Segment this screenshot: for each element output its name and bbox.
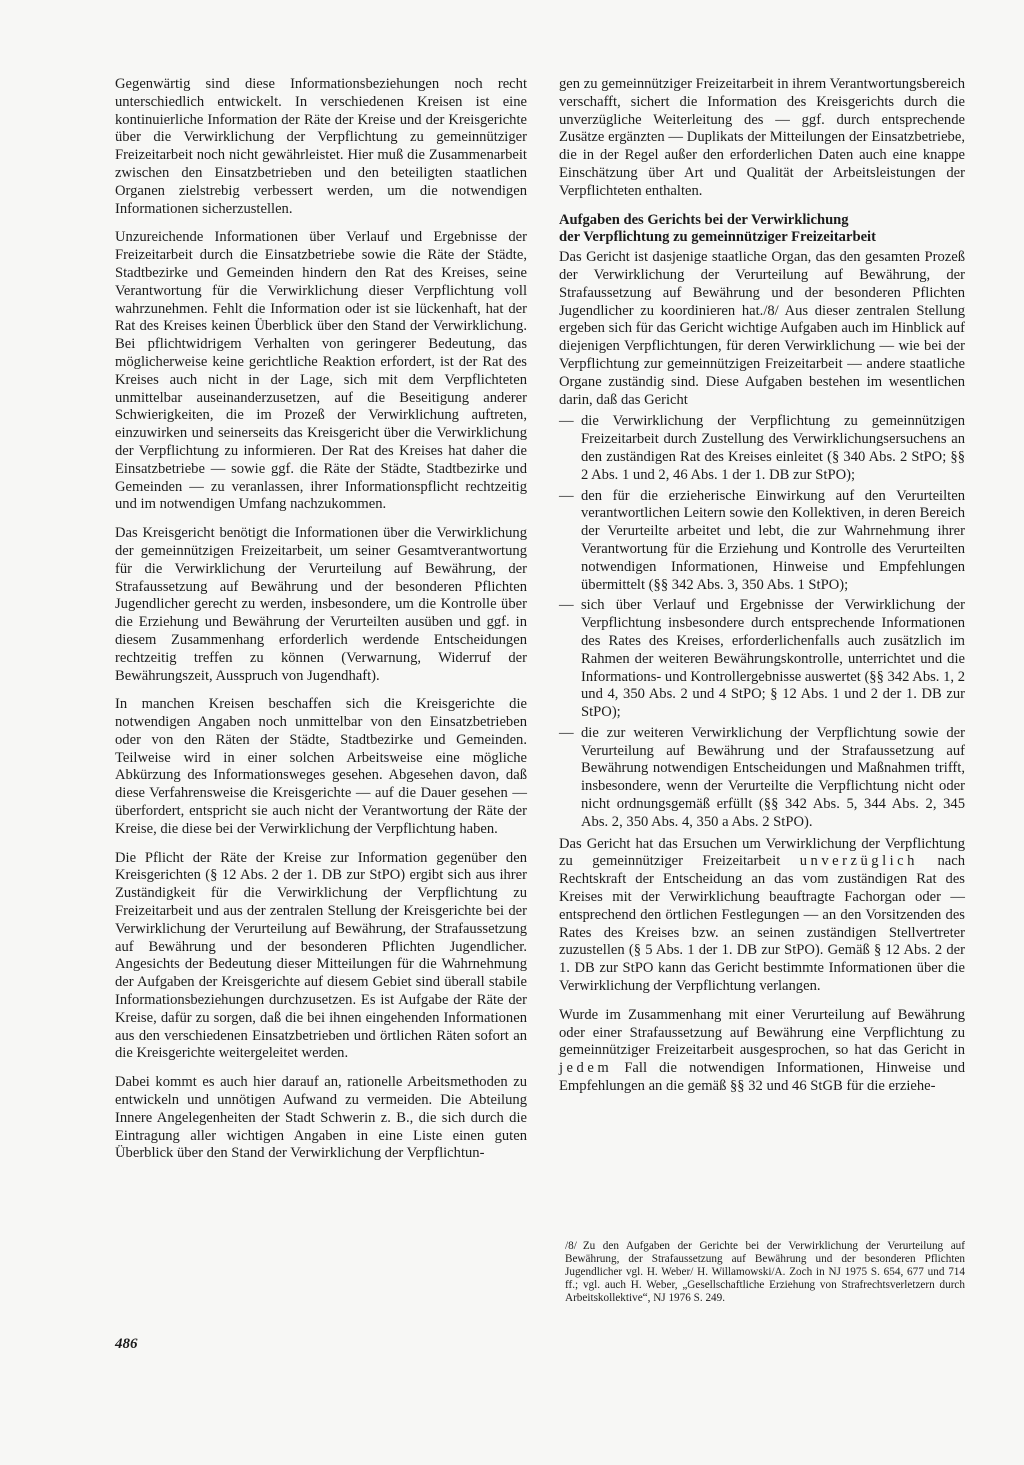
list-item-text: die Verwirklichung der Verpflichtung zu gemeinnützigen Freizeitarbeit durch Zustellung des Verwirklichungsersuchens an den zuständigen Rat des Kreises einleitet (§ 340 Abs. 2 StPO; §§ 2 Abs. 1 und 2, 46 Abs. 1 der 1. DB zur StPO); (581, 413, 965, 483)
page-number: 486 (115, 1336, 138, 1352)
dash-marker: — (559, 413, 574, 430)
body-paragraph: Das Kreisgericht benötigt die Informationen über die Verwirklichung der gemeinnützigen Freizeitarbeit, um seiner Gesamtverantwortung für die Verwirklichung der Verurteilung auf Bewährung, der Strafaussetzung auf Bewährung und der besonderen Pflichten Jugendlicher gerecht zu werden, insbesondere, um die Kontrolle über die Erziehung und Bewährung der Verurteilten ausüben und ggf. in diesem Zusammenhang erforderlich werdende Entscheidungen rechtzeitig treffen zu können (Verwarnung, Widerruf der Bewährungszeit, Ausspruch von Jugendhaft). (115, 525, 527, 684)
footnote-text: Zu den Aufgaben der Gerichte bei der Verwirklichung der Verurteilung auf Bewährung, der Strafaussetzung auf Bewährung und der besonderen Pflichten Jugendlicher vgl. H. Weber/ H. Willamowski/A. Zoch in NJ 1975 S. 654, 677 und 714 ff.; vgl. auch H. Weber, „Gesellschaftliche Erziehung von Strafrechtsverletzern durch Arbeitskollektive“, NJ 1976 S. 249. (565, 1240, 965, 1304)
list-item (559, 413, 965, 484)
continued-paragraph: gen zu gemeinnütziger Freizeitarbeit in ihrem Verantwortungsbereich verschafft, sichert die Information des Kreisgerichts durch die unverzügliche Weiterleitung des — ggf. durch entsprechende Zusätze ergänzten — Duplikats der Mitteilungen der Einsatzbetriebe, die in der Regel außer den erforderlichen Daten auch eine knappe Einschätzung über Art und Qualität der Arbeitsleistungen der Verpflichteten enthalten. (559, 76, 965, 199)
section-heading-line-2: der Verpflichtung zu gemeinnütziger Freizeitarbeit (559, 229, 876, 246)
dash-marker: — (559, 597, 574, 614)
text-run: Das Gericht hat das Ersuchen um Verwirklichung der Verpflichtung zu gemeinnütziger Freizeitarbeit (559, 835, 965, 870)
list-item-text: die zur weiteren Verwirklichung der Verpflichtung sowie der Verurteilung auf Bewährung und der Strafaussetzung auf Bewährung notwendigen Entscheidungen und Maßnahmen trifft, insbesondere, wenn der Verurteilte die Verpflichtung nicht oder nicht ordnungsgemäß erfüllt (§§ 342 Abs. 5, 344 Abs. 2, 345 Abs. 2, 350 Abs. 4, 350 a Abs. 2 StPO). (581, 724, 965, 830)
footnote (565, 1240, 965, 1305)
left-column (115, 76, 527, 1174)
text-run: nach Rechtskraft der Entscheidung an das vom zuständigen Rat des Kreises mit der Verwirklichung beauftragte Fachorgan oder — entsprechend den örtlichen Festlegungen — an den Vorsitzenden des Rates des Kreises bzw. an seinen zuständigen Stellvertreter zuzustellen (§ 5 Abs. 1 der 1. DB zur StPO). Gemäß § 12 Abs. 2 der 1. DB zur StPO kann das Gericht bestimmte Informationen über die Verwirklichung der Verpflichtung verlangen. (559, 853, 965, 995)
section-heading-line-1: Aufgaben des Gerichts bei der Verwirklichung (559, 211, 849, 228)
body-paragraph: Gegenwärtig sind diese Informationsbeziehungen noch recht unterschiedlich entwickelt. In verschiedenen Kreisen ist eine kontinuierliche Information der Räte der Kreise und der Kreisgerichte über die Verwirklichung der Verpflichtung zu gemeinnütziger Freizeitarbeit noch nicht gewährleistet. Hier muß die Zusammenarbeit zwischen den Einsatzbetrieben und den beteiligten staatlichen Organen zielstrebig verbessert werden, um die notwendigen Informationen sicherzustellen. (115, 76, 527, 217)
intro-paragraph: Das Gericht ist dasjenige staatliche Organ, das den gesamten Prozeß der Verwirklichung der Verurteilung auf Bewährung, der Strafaussetzung auf Bewährung und der besonderen Pflichten Jugendlicher zu koordinieren hat./8/ Aus dieser zentralen Stellung ergeben sich für das Gericht wichtige Aufgaben auch im Hinblick auf diejenigen Verpflichtungen, für deren Verwirklichung — wie bei der Verpflichtung zur gemeinnützigen Freizeitarbeit — andere staatliche Organe zuständig sind. Diese Aufgaben bestehen im wesentlichen darin, daß das Gericht (559, 249, 965, 408)
right-column (559, 76, 965, 1107)
body-paragraph: Dabei kommt es auch hier darauf an, rationelle Arbeitsmethoden zu entwickeln und unnötigen Aufwand zu vermeiden. Die Abteilung Innere Angelegenheiten der Stadt Schwerin z. B., die sich durch die Eintragung aller wichtigen Angaben in eine Liste einen guten Überblick über den Stand der Verwirklichung der Verpflichtun- (115, 1074, 527, 1162)
dash-marker: — (559, 724, 574, 741)
emphasized-word: unverzüglich (799, 853, 918, 870)
list-item (559, 488, 965, 595)
text-run: Fall die notwendigen Informationen, Hinweise und Empfehlungen an die gemäß §§ 32 und 46 StGB für die erziehe- (559, 1060, 965, 1095)
footnote-label: /8/ (565, 1240, 577, 1252)
body-paragraph: Unzureichende Informationen über Verlauf und Ergebnisse der Freizeitarbeit durch die Einsatzbetriebe sowie die Räte der Städte, Stadtbezirke und Gemeinden hindern den Rat des Kreises, seine Verantwortung für die Verwirklichung dieser Verpflichtung voll wahrzunehmen. Fehlt die Information oder ist sie lückenhaft, hat der Rat des Kreises keinen Überblick über den Stand der Verwirklichung. Bei pflichtwidrigem Verhalten von geringerer Bedeutung, das möglicherweise keine gerichtliche Reaktion erfordert, ist der Rat des Kreises auch nicht in der Lage, sich mit dem Verpflichteten unmittelbar auseinanderzusetzen, auf die Beseitigung anderer Schwierigkeiten, die im Prozeß der Verwirklichung auftreten, einzuwirken und seinerseits das Kreisgericht über die Verwirklichung der Verpflichtung zu informieren. Der Rat des Kreises hat daher die Einsatzbetriebe — sowie ggf. die Räte der Städte, Stadtbezirke und Gemeinden — zu veranlassen, ihrer Informationspflicht rechtzeitig und im notwendigen Umfang nachzukommen. (115, 229, 527, 513)
body-paragraph: In manchen Kreisen beschaffen sich die Kreisgerichte die notwendigen Angaben noch unmittelbar von den Einsatzbetrieben oder von den Räten der Städte, Stadtbezirke und Gemeinden. Teilweise wird in einer solchen Arbeitsweise eine mögliche Abkürzung des Informationsweges gesehen. Abgesehen davon, daß diese Verfahrensweise die Kreisgerichte — auf die Dauer gesehen — überfordert, entspricht sie auch nicht der Verantwortung der Räte der Kreise, die diese bei der Verwirklichung der Verpflichtung haben. (115, 696, 527, 837)
task-list (559, 413, 965, 831)
list-item-text: den für die erzieherische Einwirkung auf den Verurteilten verantwortlichen Leitern sowie den Kollektiven, in deren Bereich der Verurteilte arbeitet und lebt, die zur Wahrnehmung ihrer Verantwortung für die Erziehung und Kontrolle des Verurteilten notwendigen Informationen, Hinweise und Empfehlungen übermittelt (§§ 342 Abs. 3, 350 Abs. 1 StPO); (581, 487, 965, 593)
emphasized-word: jedem (559, 1060, 613, 1077)
body-paragraph (559, 1007, 965, 1096)
dash-marker: — (559, 487, 574, 504)
list-item (559, 597, 965, 722)
text-run: Wurde im Zusammenhang mit einer Verurteilung auf Bewährung oder einer Strafaussetzung auf Bewährung eine Verpflichtung zu gemeinnütziger Freizeitarbeit ausgesprochen, so hat das Gericht in (559, 1006, 965, 1059)
body-paragraph (559, 836, 965, 996)
section-heading (559, 212, 965, 248)
body-paragraph: Die Pflicht der Räte der Kreise zur Information gegenüber den Kreisgerichten (§ 12 Abs. 2 der 1. DB zur StPO) ergibt sich aus ihrer Zuständigkeit für die Verwirklichung der Verpflichtung zu Freizeitarbeit und aus der zentralen Stellung der Kreisgerichte bei der Verwirklichung der Verurteilung auf Bewährung, der Strafaussetzung auf Bewährung und der besonderen Pflichten Jugendlicher. Angesichts der Bedeutung dieser Mitteilungen für die Wahrnehmung der Aufgaben der Kreisgerichte auf diesem Gebiet sind überall stabile Informationsbeziehungen durchzusetzen. Es ist Aufgabe der Räte der Kreise, dafür zu sorgen, daß die bei ihnen eingehenden Informationen aus den verschiedenen Einsatzbetrieben und örtlichen Räten sofort an die Kreisgerichte weitergeleitet werden. (115, 849, 527, 1062)
list-item (559, 725, 965, 832)
list-item-text: sich über Verlauf und Ergebnisse der Verwirklichung der Verpflichtung insbesondere durch entsprechende Informationen des Rates des Kreises, erforderlichenfalls auch zusätzlich im Rahmen der weiteren Bewährungskontrolle, unterrichtet und die Informations- und Kontrollergebnisse auswertet (§§ 342 Abs. 1, 2 und 4, 350 Abs. 2 und 4 StPO; § 12 Abs. 1 und 2 der 1. DB zur StPO); (581, 597, 965, 721)
